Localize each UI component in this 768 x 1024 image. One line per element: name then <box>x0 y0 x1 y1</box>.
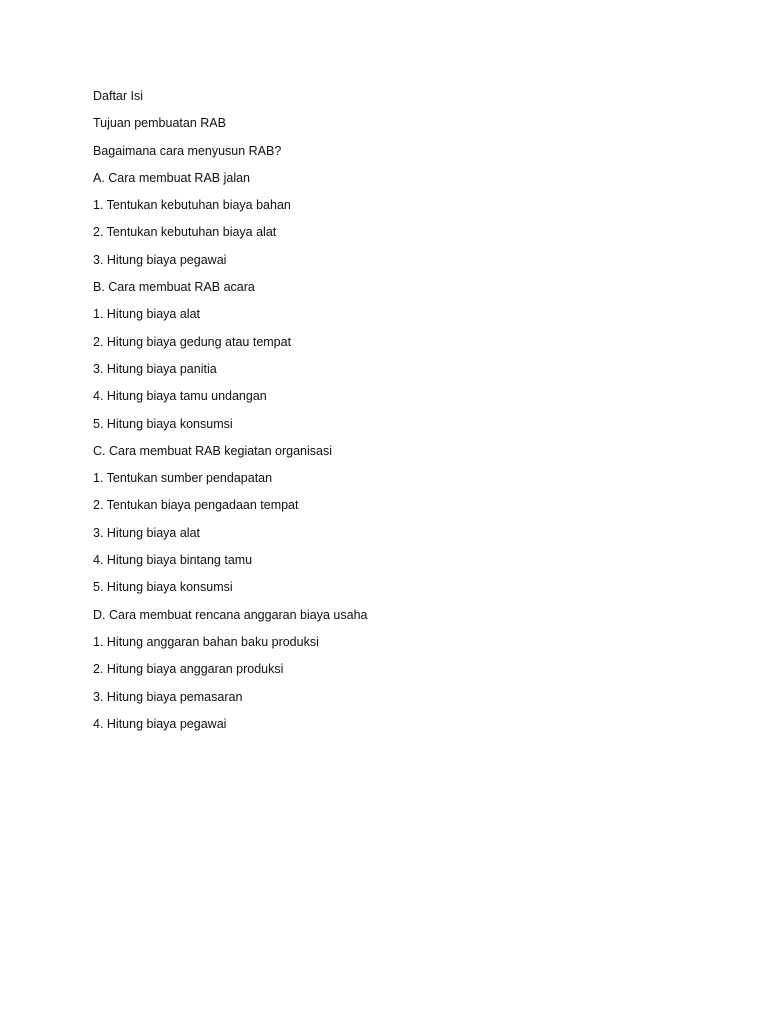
toc-item-d1: 1. Hitung anggaran bahan baku produksi <box>93 634 319 649</box>
toc-item-d4: 4. Hitung biaya pegawai <box>93 716 227 731</box>
toc-item-b5: 5. Hitung biaya konsumsi <box>93 416 233 431</box>
toc-item-d3: 3. Hitung biaya pemasaran <box>93 689 243 704</box>
toc-section-b: B. Cara membuat RAB acara <box>93 280 255 295</box>
toc-item-c4: 4. Hitung biaya bintang tamu <box>93 553 253 568</box>
toc-item-b1: 1. Hitung biaya alat <box>93 307 201 322</box>
toc-item-c2: 2. Tentukan biaya pengadaan tempat <box>93 498 299 513</box>
toc-item-a3: 3. Hitung biaya pegawai <box>93 252 227 267</box>
toc-item-c5: 5. Hitung biaya konsumsi <box>93 580 233 595</box>
toc-item-b4: 4. Hitung biaya tamu undangan <box>93 389 267 404</box>
toc-section-a: A. Cara membuat RAB jalan <box>93 170 251 185</box>
toc-item-b3: 3. Hitung biaya panitia <box>93 361 217 376</box>
toc-item-tujuan: Tujuan pembuatan RAB <box>93 116 226 131</box>
toc-item-c1: 1. Tentukan sumber pendapatan <box>93 471 273 486</box>
toc-item-a1: 1. Tentukan kebutuhan biaya bahan <box>93 198 291 213</box>
toc-item-c3: 3. Hitung biaya alat <box>93 525 201 540</box>
toc-item-a2: 2. Tentukan kebutuhan biaya alat <box>93 225 277 240</box>
toc-item-b2: 2. Hitung biaya gedung atau tempat <box>93 334 292 349</box>
toc-heading: Daftar Isi <box>93 89 144 103</box>
toc-item-d2: 2. Hitung biaya anggaran produksi <box>93 662 284 677</box>
toc-section-d: D. Cara membuat rencana anggaran biaya usaha <box>93 607 368 622</box>
toc-section-c: C. Cara membuat RAB kegiatan organisasi <box>93 443 333 458</box>
table-of-contents <box>93 86 367 741</box>
toc-item-cara-menyusun: Bagaimana cara menyusun RAB? <box>93 143 282 158</box>
